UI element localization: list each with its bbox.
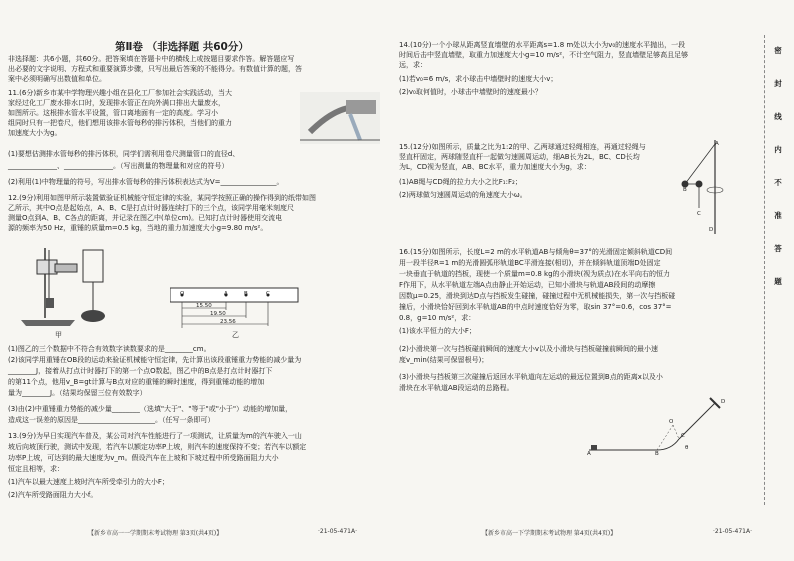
seal-char: 封 [774,79,782,88]
q16-label-o: O [669,419,674,425]
q16-line: 撞后，小滑块恰好回到水平轨道AB的中点时速度恰好为零，取sin 37°=0.6，cos 37°= [399,303,672,311]
q16-label-b: B [655,451,659,457]
footer-left: 【新乡市高一一学期期末考试物理 第3页(共4页)】 [88,530,223,537]
seal-char: 密 [774,46,782,55]
q16-label-d: D [721,399,726,405]
q16-line: 16.(15分)如图所示，长度L=2 m的水平轨道AB与倾角θ=37°的光滑固定倾斜轨道CD间 [399,248,673,256]
q15-label-d: D [709,227,714,233]
q11-line: ______________、______________。（写出测量的物理量和对应的符号） [8,162,229,170]
seal-column [772,45,784,309]
tape-label-o: O [180,291,185,297]
q16-line: (3)小滑块与挡板第三次碰撞后返回水平轨道向左运动的最远位置到B点的距离x以及小 [399,373,663,381]
seal-line [764,35,766,505]
q16-line: 因数μ=0.25，滑块到达D点与挡板发生碰撞，碰撞过程中无机械能损失，第一次与挡板碰 [399,292,676,300]
q12-line: 乙所示，其中O点是起始点，A、B、C是打点计时器连续打下的三个点，该同学用毫米刻度尺 [8,204,294,212]
seal-char: 线 [774,112,782,121]
q16-line: 度v_min(结果可保留根号)； [399,356,489,364]
footer-code-right: ·21-05-471A· [713,528,752,535]
q15-line: 15.(12分)如图所示，质量之比为1:2的甲、乙两球通过轻绳相连，再通过轻绳与 [399,143,646,151]
q16-line: 滑块在水平轨道AB段运动的总路程。 [399,384,514,392]
q12-part-line: (3)由(2)中重锤重力势能的减少量________（选填"大于"、"等于"或"小于"）动能的增加量， [8,405,293,413]
q11-line: 加速度大小为g。 [8,129,62,137]
q15-line: 竖直杆固定，两球随竖直杆一起做匀速圆周运动，细AB长为2L，BC、CD长均 [399,153,640,161]
q13-line: 13.(9分)为早日实现汽车普及，某公司对汽车性能进行了一项测试，让质量为m的汽车驶入一山 [8,432,302,440]
tape-dist-1: 15.50 [196,303,212,309]
fig-label-yi: 乙 [232,331,239,339]
q12-part-line: ________J，接着从打点计时器打下的第一个点O数起，图乙中的B点是打点计时器打下 [8,367,273,375]
footer-code-left: ·21-05-471A· [318,528,357,535]
q16-label-theta: θ [685,445,689,451]
q11-line: 家经过化工厂废水排水口时，发现排水管正在向外满口排出大量废水， [8,99,225,107]
fig-label-jia: 甲 [55,331,62,339]
q11-line: 11.(6分)新乡市某中学物理兴趣小组在县化工厂参加社会实践活动，当大 [8,89,233,97]
q16-line: (2)小滑块第一次与挡板碰前瞬间的速度大小v以及小滑块与挡板碰撞前瞬间的最小速 [399,345,659,353]
q11-line: 组同时只有一把卷尺，他们想用该排水管每秒的排污体积，当他们的重力 [8,119,232,127]
q16-line: F作用下，从水平轨道左端A点由静止开始运动，已知小滑块与轨道AB段间的动摩擦 [399,281,656,289]
q12-line: 测量O点到A、B、C各点的距离，并记录在图乙中(单位cm)。已知打点计时器使用交流电 [8,214,283,222]
seal-char: 题 [774,277,782,286]
q16-label-c: C [681,433,685,439]
intro-line: 案中必须明确写出数值和单位。 [8,75,106,83]
tape-dist-3: 23.56 [220,319,236,325]
q14-line: 14.(10分)一个小球从距离竖直墙壁的水平距离s=1.8 m处以大小为v₀的速度水平抛出，一段 [399,41,686,49]
seal-char: 准 [774,211,782,220]
seal-char: 不 [774,178,782,187]
q14-line: 时间后击中竖直墙壁，取重力加速度大小g=10 m/s²，不计空气阻力，竖直墙壁足够高且足够 [399,51,689,59]
q11-line: (1)要想估测排水管每秒的排污体积，同学们需利用卷尺测量管口的直径d、 [8,150,240,158]
q15-label-b: B [683,187,687,193]
q15-line: 为L，CD视为竖直，AB、BC水平，重力加速度大小为g，求： [399,163,591,171]
seal-char: 内 [774,145,782,154]
seal-char: 答 [774,244,782,253]
q13-line: 功率P上坡，可达到的最大速度为v_m。假设汽车在上坡和下坡过程中所受路面阻力大小 [8,454,279,462]
q16-line: 用一段半径R=1 m的光滑圆弧形轨道BC平滑连接(相切)，并在倾斜轨道顶端D处固定 [399,259,661,267]
q14-line: (1)若v₀=6 m/s，求小球击中墙壁时的速度大小v； [399,75,558,83]
tape-dist-2: 19.50 [210,311,226,317]
q13-line: (1)汽车以最大速度上坡时汽车所受牵引力的大小F； [8,478,169,486]
q14-line: (2)v₀取何值时，小球击中墙壁时的速度最小？ [399,88,542,96]
q14-line: 远，求： [399,61,427,69]
q12-line: 12.(9分)利用如图甲所示装置做验证机械能守恒定律的实验，某同学按照正确的操作得到的纸带如图 [8,194,317,202]
intro-line: 非选择题：共6小题，共60分。把答案填在答题卡中的横线上或按题目要求作答。解答题应写 [8,55,295,63]
apparatus-figure [15,240,125,332]
q16-line: 一块垂直于轨道的挡板，现使一个质量m=0.8 kg的小滑块(视为质点)在水平向右的恒力 [399,270,670,278]
track-figure [587,395,737,465]
q12-line: 源的频率为50 Hz，重锤的质量m=0.5 kg，当地的重力加速度大小g=9.80 m/s²。 [8,224,268,232]
tape-label-c: C [266,291,270,297]
q15-line: (1)AB绳与CD绳的拉力大小之比F₁:F₂； [399,178,522,186]
q13-line: (2)汽车所受路面阻力大小f。 [8,491,98,499]
drain-pipe-figure [300,92,380,144]
q12-part-line: 量为________J。（结果均保留三位有效数字） [8,389,147,397]
q15-label-a: A [715,141,719,147]
q12-part-line: (1)图乙的三个数据中不符合有效数字读数要求的是________cm。 [8,345,211,353]
q11-line: 如图所示。这根排水管水平设置，管口离地面有一定的高度。学习小 [8,109,218,117]
q13-line: 恒定且相等，求： [8,465,64,473]
q12-part-line: 的第11个点，他用v_B=gt计算与B点对应的重锤的瞬时速度，得到重锤动能的增加 [8,378,265,386]
q12-part-line: 造成这一误差的原因是______________________。（任写一条即可） [8,416,215,424]
q16-line: (1)该水平恒力的大小F； [399,327,476,335]
footer-right: 【新乡市高一下学期期末考试物理 第4页(共4页)】 [482,530,617,537]
q16-line: 0.8，g=10 m/s²，求： [399,314,476,322]
q13-line: 坡后向坡顶行驶，测试中发现，若汽车以额定功率P上坡，则汽车的速度保持不变；若汽车以额定 [8,443,307,451]
right-page [397,0,794,561]
q11-line: (2)利用(1)中物理量的符号，写出排水管每秒的排污体积表达式为V=________________。 [8,178,284,186]
q15-line: (2)两球做匀速圆周运动的角速度大小ω。 [399,191,527,199]
q15-label-c: C [697,211,701,217]
tape-label-a: A [224,291,228,297]
q16-label-a: A [587,451,591,457]
q12-part-line: (2)该同学用重锤在OB段的运动来验证机械能守恒定律，先计算出该段重锤重力势能的减少量为 [8,356,302,364]
section-title: 第Ⅱ卷 （非选择题 共60分） [115,41,249,53]
intro-line: 出必要的文字说明、方程式和重要演算步骤，只写出最后答案的不能得分。有数值计算的题，答 [8,65,302,73]
tape-label-b: B [244,291,248,297]
